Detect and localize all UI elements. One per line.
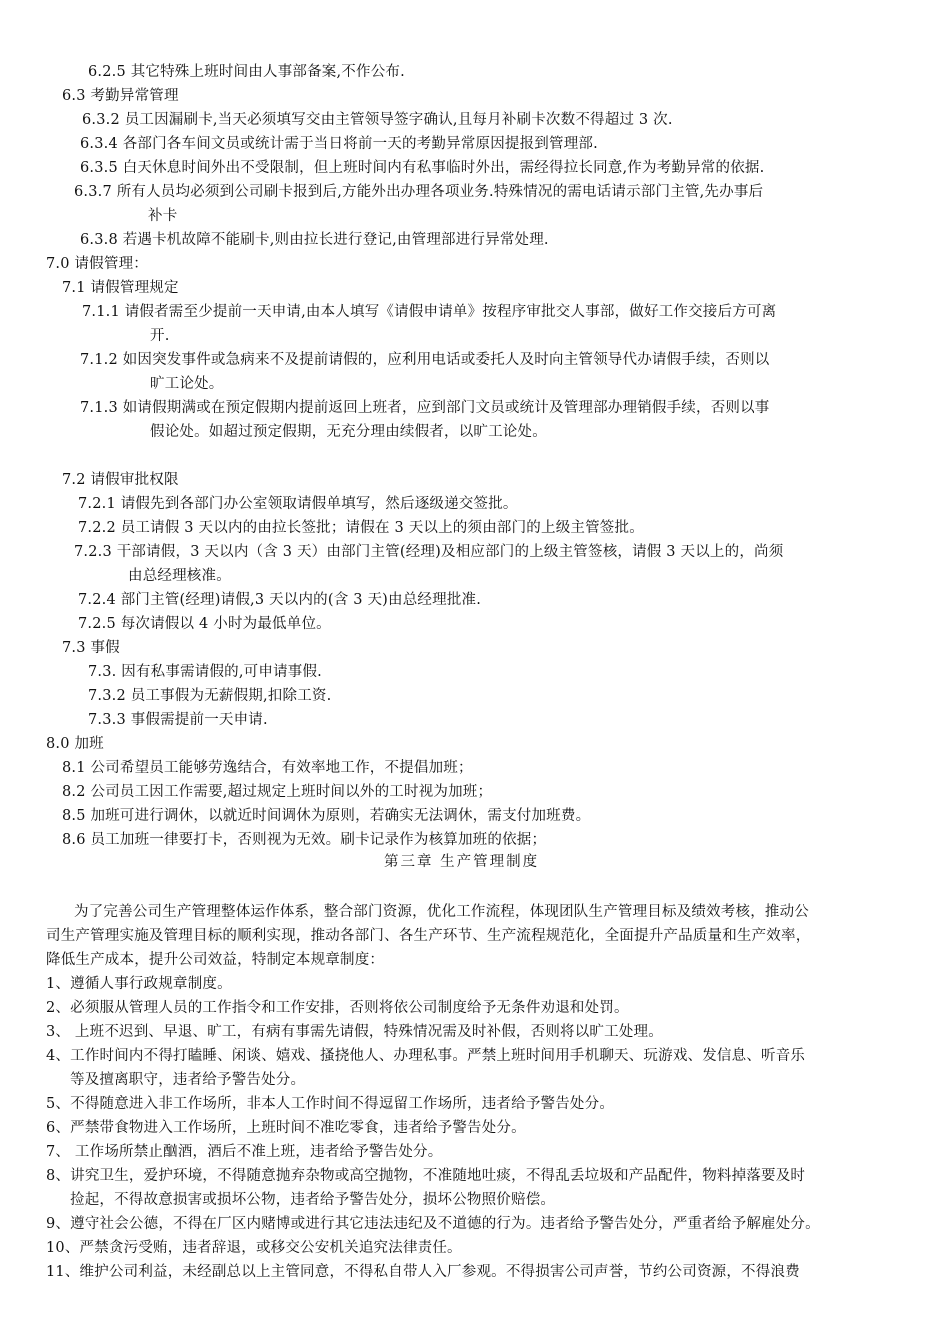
clause-8-1: 8.1 公司希望员工能够劳逸结合，有效率地工作，不提倡加班； [62,760,473,776]
clause-7-1-2-cont: 旷工论处。 [150,376,224,392]
rule-1: 1、遵循人事行政规章制度。 [46,976,232,992]
rule-5: 5、不得随意进入非工作场所，非本人工作时间不得逗留工作场所，违者给予警告处分。 [46,1096,615,1112]
rule-4: 4、工作时间内不得打瞌睡、闲谈、嬉戏、搔挠他人、办理私事。严禁上班时间用手机聊天、玩游戏、发信息、听音乐 [46,1048,806,1064]
section-7-1-heading: 7.1 请假管理规定 [62,280,179,296]
intro-paragraph-2: 司生产管理实施及管理目标的顺利实现，推动各部门、各生产环节、生产流程规范化，全面提升产品质量和生产效率， [46,928,811,944]
rule-8: 8、讲究卫生，爱护环境，不得随意抛弃杂物或高空抛物，不准随地吐痰，不得乱丢垃圾和产品配件，物料掉落要及时 [46,1168,806,1184]
clause-7-2-5: 7.2.5 每次请假以 4 小时为最低单位。 [78,616,331,632]
clause-6-3-7-cont: 补卡 [148,208,178,224]
section-7-2-heading: 7.2 请假审批权限 [62,472,179,488]
clause-8-6: 8.6 员工加班一律要打卡，否则视为无效。刷卡记录作为核算加班的依据； [62,832,547,848]
rule-9: 9、遵守社会公德，不得在厂区内赌博或进行其它违法违纪及不道德的行为。违者给予警告处分，严重者给予解雇处分。 [46,1216,820,1232]
section-8-0-heading: 8.0 加班 [46,736,104,752]
clause-7-3-3: 7.3.3 事假需提前一天申请. [88,712,268,728]
clause-6-3-8: 6.3.8 若遇卡机故障不能刷卡,则由拉长进行登记,由管理部进行异常处理. [80,232,549,248]
section-6-3-heading: 6.3 考勤异常管理 [62,88,179,104]
clause-7-2-1: 7.2.1 请假先到各部门办公室领取请假单填写，然后逐级递交签批。 [78,496,518,512]
clause-7-3-2: 7.3.2 员工事假为无薪假期,扣除工资. [88,688,332,704]
clause-6-3-2: 6.3.2 员工因漏刷卡,当天必须填写交由主管领导签字确认,且每月补刷卡次数不得超过 3 次. [82,112,673,128]
chapter-3-title: 第三章 生产管理制度 [384,854,540,870]
clause-7-1-2: 7.1.2 如因突发事件或急病来不及提前请假的，应利用电话或委托人及时向主管领导代办请假手续，否则以 [80,352,770,368]
clause-6-3-7: 6.3.7 所有人员均必须到公司刷卡报到后,方能外出办理各项业务.特殊情况的需电话请示部门主管,先办事后 [74,184,764,200]
clause-7-2-4: 7.2.4 部门主管(经理)请假,3 天以内的(含 3 天)由总经理批准. [78,592,482,608]
clause-7-1-1-cont: 开. [150,328,170,344]
rule-10: 10、严禁贪污受贿，违者辞退，或移交公安机关追究法律责任。 [46,1240,462,1256]
clause-8-5: 8.5 加班可进行调休，以就近时间调休为原则，若确实无法调休，需支付加班费。 [62,808,591,824]
clause-7-1-3-cont: 假论处。如超过预定假期，无充分理由续假者，以旷工论处。 [150,424,547,440]
clause-7-1-1: 7.1.1 请假者需至少提前一天申请,由本人填写《请假申请单》按程序审批交人事部，做好工作交接后方可离 [82,304,777,320]
clause-7-2-3: 7.2.3 干部请假，3 天以内（含 3 天）由部门主管(经理)及相应部门的上级主管签核，请假 3 天以上的，尚须 [74,544,784,560]
intro-paragraph-3: 降低生产成本，提升公司效益，特制定本规章制度： [46,952,385,968]
clause-7-2-3-cont: 由总经理核准。 [128,568,231,584]
rule-6: 6、严禁带食物进入工作场所，上班时间不准吃零食，违者给予警告处分。 [46,1120,526,1136]
clause-6-3-5: 6.3.5 白天休息时间外出不受限制，但上班时间内有私事临时外出，需经得拉长同意,作为考勤异常的依据. [80,160,765,176]
rule-2: 2、必须服从管理人员的工作指令和工作安排，否则将依公司制度给予无条件劝退和处罚。 [46,1000,629,1016]
section-7-3-heading: 7.3 事假 [62,640,120,656]
rule-3: 3、 上班不迟到、早退、旷工，有病有事需先请假，特殊情况需及时补假，否则将以旷工处理。 [46,1024,663,1040]
section-7-0-heading: 7.0 请假管理： [46,256,148,272]
clause-8-2: 8.2 公司员工因工作需要,超过规定上班时间以外的工时视为加班； [62,784,493,800]
rule-8-cont: 捡起，不得故意损害或损坏公物，违者给予警告处分，损坏公物照价赔偿。 [70,1192,556,1208]
clause-7-2-2: 7.2.2 员工请假 3 天以内的由拉长签批；请假在 3 天以上的须由部门的上级主管签批。 [78,520,644,536]
intro-paragraph-1: 为了完善公司生产管理整体运作体系，整合部门资源，优化工作流程，体现团队生产管理目标及绩效考核，推动公 [74,904,809,920]
clause-7-1-3: 7.1.3 如请假期满或在预定假期内提前返回上班者，应到部门文员或统计及管理部办理销假手续，否则以事 [80,400,770,416]
clause-6-2-5: 6.2.5 其它特殊上班时间由人事部备案,不作公布. [88,64,405,80]
rule-4-cont: 等及擅离职守，违者给予警告处分。 [70,1072,306,1088]
clause-7-3-1: 7.3. 因有私事需请假的,可申请事假. [88,664,322,680]
rule-7: 7、 工作场所禁止酗酒，酒后不准上班，违者给予警告处分。 [46,1144,443,1160]
clause-6-3-4: 6.3.4 各部门各车间文员或统计需于当日将前一天的考勤异常原因提报到管理部. [80,136,598,152]
rule-11: 11、维护公司利益，未经副总以上主管同意，不得私自带人入厂参观。不得损害公司声誉，节约公司资源，不得浪费 [46,1264,800,1280]
